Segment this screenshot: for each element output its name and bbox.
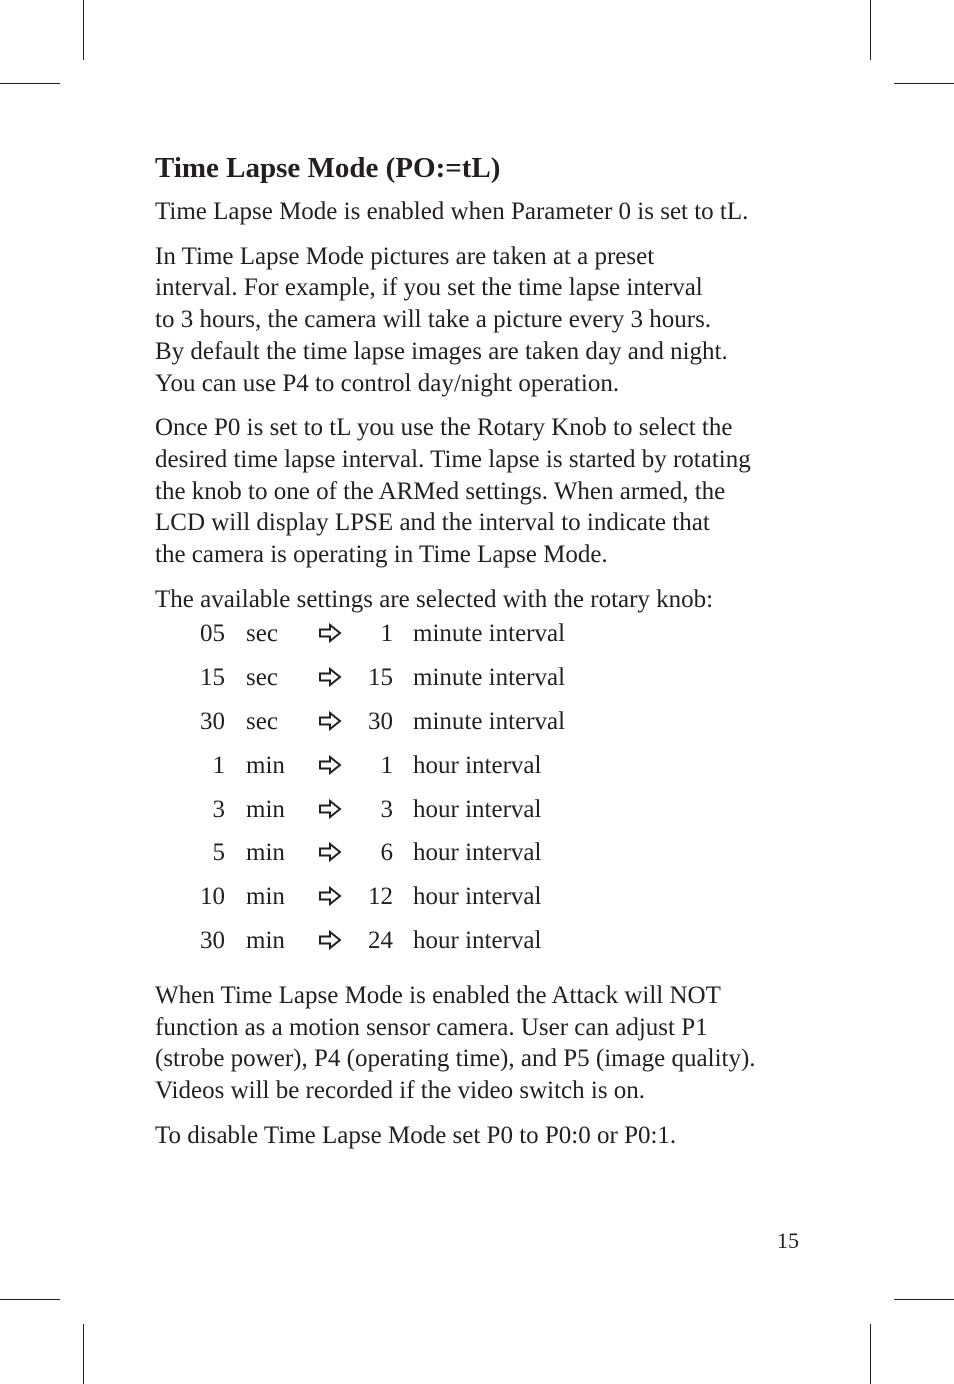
setting-row xyxy=(155,882,815,926)
setting-unit: min xyxy=(246,927,285,955)
setting-value: 3 xyxy=(212,795,225,823)
crop-mark-top-left-vertical xyxy=(83,0,84,60)
paragraph-enabled-note: Time Lapse Mode is enabled when Parameter 0 is set to tL. xyxy=(155,198,749,225)
setting-row xyxy=(155,926,815,970)
right-arrow-icon xyxy=(317,796,343,822)
interval-label: hour interval xyxy=(413,839,542,867)
interval-label: minute interval xyxy=(413,708,566,736)
page-title: Time Lapse Mode (PO:=tL) xyxy=(155,152,501,184)
settings-list xyxy=(155,617,815,969)
crop-mark-bottom-right-vertical xyxy=(870,1324,871,1384)
interval-label: hour interval xyxy=(413,795,542,823)
setting-unit: sec xyxy=(246,708,278,736)
setting-value: 05 xyxy=(200,620,225,648)
crop-mark-top-right-vertical xyxy=(870,0,871,60)
right-arrow-icon xyxy=(317,708,343,734)
setting-value: 30 xyxy=(200,708,225,736)
setting-row xyxy=(155,707,815,751)
setting-unit: min xyxy=(246,839,285,867)
right-arrow-icon xyxy=(317,927,343,953)
paragraph-motion-sensor-note: When Time Lapse Mode is enabled the Attack will NOT function as a motion sensor camera. User can adjust P1 (strobe power), P4 (operating time), and P5 (image quality). Videos will be recorded if the video switch is on. xyxy=(155,981,756,1104)
crop-mark-top-left-horizontal xyxy=(0,83,60,84)
interval-label: hour interval xyxy=(413,751,542,779)
interval-value: 24 xyxy=(368,927,393,955)
interval-label: minute interval xyxy=(413,664,566,692)
setting-value: 30 xyxy=(200,927,225,955)
paragraph-rotary-knob: Once P0 is set to tL you use the Rotary Knob to select the desired time lapse interval. Time lapse is started by rotating the knob to one of the ARMed settings. When armed, the LCD will display LPSE and the interval to indicate that the camera is operating in Time Lapse Mode. xyxy=(155,414,751,569)
crop-mark-bottom-right-horizontal xyxy=(894,1299,954,1300)
interval-value: 6 xyxy=(380,839,393,867)
interval-label: minute interval xyxy=(413,620,566,648)
setting-row xyxy=(155,751,815,795)
right-arrow-icon xyxy=(317,883,343,909)
setting-row xyxy=(155,838,815,882)
right-arrow-icon xyxy=(317,620,343,646)
right-arrow-icon xyxy=(317,839,343,865)
page-content xyxy=(155,148,815,1164)
setting-unit: sec xyxy=(246,620,278,648)
closing-section xyxy=(155,980,815,1152)
setting-value: 10 xyxy=(200,883,225,911)
intro-section xyxy=(155,196,815,615)
interval-label: hour interval xyxy=(413,927,542,955)
setting-unit: sec xyxy=(246,664,278,692)
setting-row xyxy=(155,663,815,707)
right-arrow-icon xyxy=(317,752,343,778)
setting-value: 1 xyxy=(212,751,225,779)
crop-mark-bottom-left-vertical xyxy=(83,1324,84,1384)
setting-unit: min xyxy=(246,883,285,911)
page-number: 15 xyxy=(777,1228,799,1253)
interval-value: 30 xyxy=(368,708,393,736)
interval-value: 3 xyxy=(380,795,393,823)
interval-value: 12 xyxy=(368,883,393,911)
setting-unit: min xyxy=(246,751,285,779)
setting-value: 15 xyxy=(200,664,225,692)
crop-mark-top-right-horizontal xyxy=(894,83,954,84)
interval-value: 15 xyxy=(368,664,393,692)
paragraph-disable-instructions: To disable Time Lapse Mode set P0 to P0:0 or P0:1. xyxy=(155,1121,677,1149)
interval-value: 1 xyxy=(380,620,393,648)
crop-mark-bottom-left-horizontal xyxy=(0,1299,60,1300)
setting-row xyxy=(155,795,815,839)
paragraph-interval-description: In Time Lapse Mode pictures are taken at a preset interval. For example, if you set the time lapse interval to 3 hours, the camera will take a picture every 3 hours. By default the time lapse images are taken day and night. You can use P4 to control day/night operation. xyxy=(155,242,728,397)
setting-row xyxy=(155,619,815,663)
right-arrow-icon xyxy=(317,664,343,690)
interval-label: hour interval xyxy=(413,883,542,911)
interval-value: 1 xyxy=(380,751,393,779)
setting-value: 5 xyxy=(212,839,225,867)
paragraph-settings-intro: The available settings are selected with the rotary knob: xyxy=(155,585,714,613)
setting-unit: min xyxy=(246,795,285,823)
